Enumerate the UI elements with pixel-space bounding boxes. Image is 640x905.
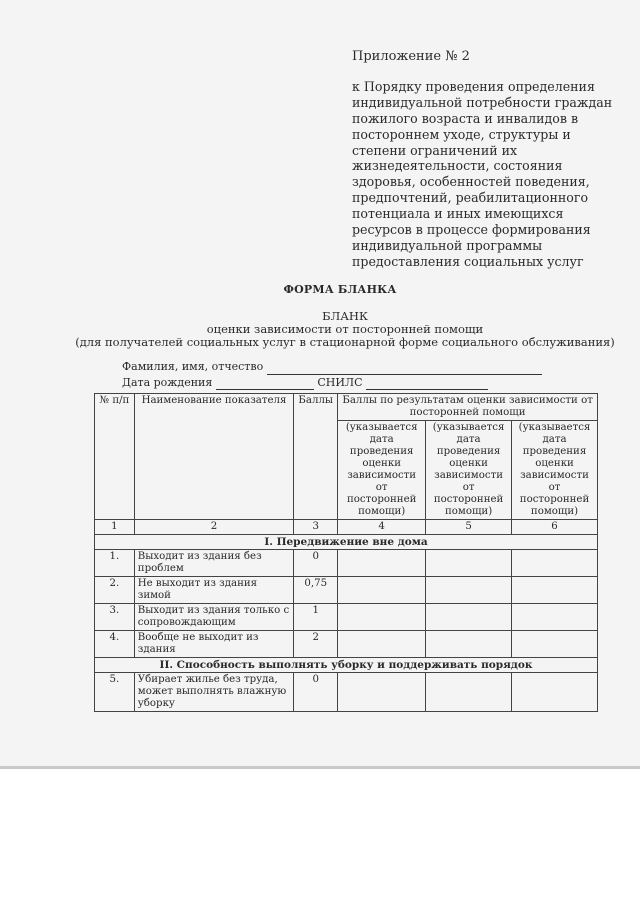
table-row [95,604,598,631]
result-cell[interactable] [338,673,426,712]
col-number: 6 [512,520,598,535]
result-cell[interactable] [426,550,512,577]
result-cell[interactable] [338,577,426,604]
table-row [95,550,598,577]
appendix-line: ресурсов в процессе формирования [352,222,591,238]
appendix-line: предоставления социальных услуг [352,253,584,269]
col-number: 5 [426,520,512,535]
header-results: Баллы по результатам оценки зависимости от посторонней помощи [338,394,598,421]
col-number: 1 [95,520,135,535]
section-title: II. Способность выполнять уборку и поддерживать порядок [95,658,598,673]
row-num: 4. [95,631,135,658]
snils-field[interactable] [366,375,488,391]
blank-heading [0,310,640,348]
row-name: Вообще не выходит из здания [134,631,293,658]
header-score: Баллы [294,394,338,520]
col-number: 3 [294,520,338,535]
fio-field[interactable] [267,359,542,375]
appendix-line: жизнедеятельности, состояния [352,158,563,174]
appendix-line: степени ограничений их [352,142,518,158]
row-num: 2. [95,577,135,604]
result-cell[interactable] [512,631,598,658]
form-title: ФОРМА БЛАНКА [283,283,397,296]
result-cell[interactable] [338,631,426,658]
personal-fields [122,359,542,390]
result-cell[interactable] [426,604,512,631]
appendix-line: индивидуальной потребности граждан [352,94,613,110]
blank-title: БЛАНК [322,309,368,323]
appendix-number: Приложение № 2 [352,49,470,64]
row-name: Убирает жилье без труда, может выполнять влажную уборку [134,673,293,712]
birth-date-label: Дата рождения [122,375,213,389]
header-num: № п/п [95,394,135,520]
appendix-line: потенциала и иных имеющихся [352,206,564,222]
row-name: Выходит из здания только с сопровождающим [134,604,293,631]
header-date-2: (указывается дата проведения оценки зависимости от посторонней помощи) [426,421,512,520]
result-cell[interactable] [426,577,512,604]
row-num: 5. [95,673,135,712]
table-row [95,577,598,604]
result-cell[interactable] [426,673,512,712]
header-row [95,394,598,421]
snils-label: СНИЛС [317,375,363,389]
result-cell[interactable] [338,604,426,631]
result-cell[interactable] [512,550,598,577]
birth-date-field[interactable] [216,375,314,391]
row-score: 0,75 [294,577,338,604]
row-score: 1 [294,604,338,631]
row-num: 1. [95,550,135,577]
header-name: Наименование показателя [134,394,293,520]
header-date-1: (указывается дата проведения оценки зависимости от посторонней помощи) [338,421,426,520]
table-row [95,631,598,658]
result-cell[interactable] [426,631,512,658]
row-name: Выходит из здания без проблем [134,550,293,577]
col-number: 4 [338,520,426,535]
appendix-line: постороннем уходе, структуры и [352,126,571,142]
result-cell[interactable] [512,577,598,604]
row-score: 0 [294,550,338,577]
result-cell[interactable] [338,550,426,577]
result-cell[interactable] [512,673,598,712]
section-title: I. Передвижение вне дома [95,535,598,550]
row-name: Не выходит из здания зимой [134,577,293,604]
header-date-3: (указывается дата проведения оценки зависимости от посторонней помощи) [512,421,598,520]
result-cell[interactable] [512,604,598,631]
appendix-line: индивидуальной программы [352,237,543,253]
col-number: 2 [134,520,293,535]
appendix-line: здоровья, особенностей поведения, [352,174,590,190]
blank-subtitle: оценки зависимости от посторонней помощи [206,321,484,336]
row-num: 3. [95,604,135,631]
section-row [95,658,598,673]
table-row [95,673,598,712]
appendix-line: к Порядку проведения определения [352,78,595,94]
assessment-table [94,393,598,712]
fio-label: Фамилия, имя, отчество [122,360,264,373]
row-score: 0 [294,673,338,712]
page-edge [0,766,640,769]
appendix-line: предпочтений, реабилитационного [352,190,589,206]
blank-note: (для получателей социальных услуг в стационарной форме социального обслуживания) [75,334,615,349]
column-number-row [95,520,598,535]
row-score: 2 [294,631,338,658]
appendix-header [352,49,622,270]
appendix-line: пожилого возраста и инвалидов в [352,110,579,126]
section-row [95,535,598,550]
